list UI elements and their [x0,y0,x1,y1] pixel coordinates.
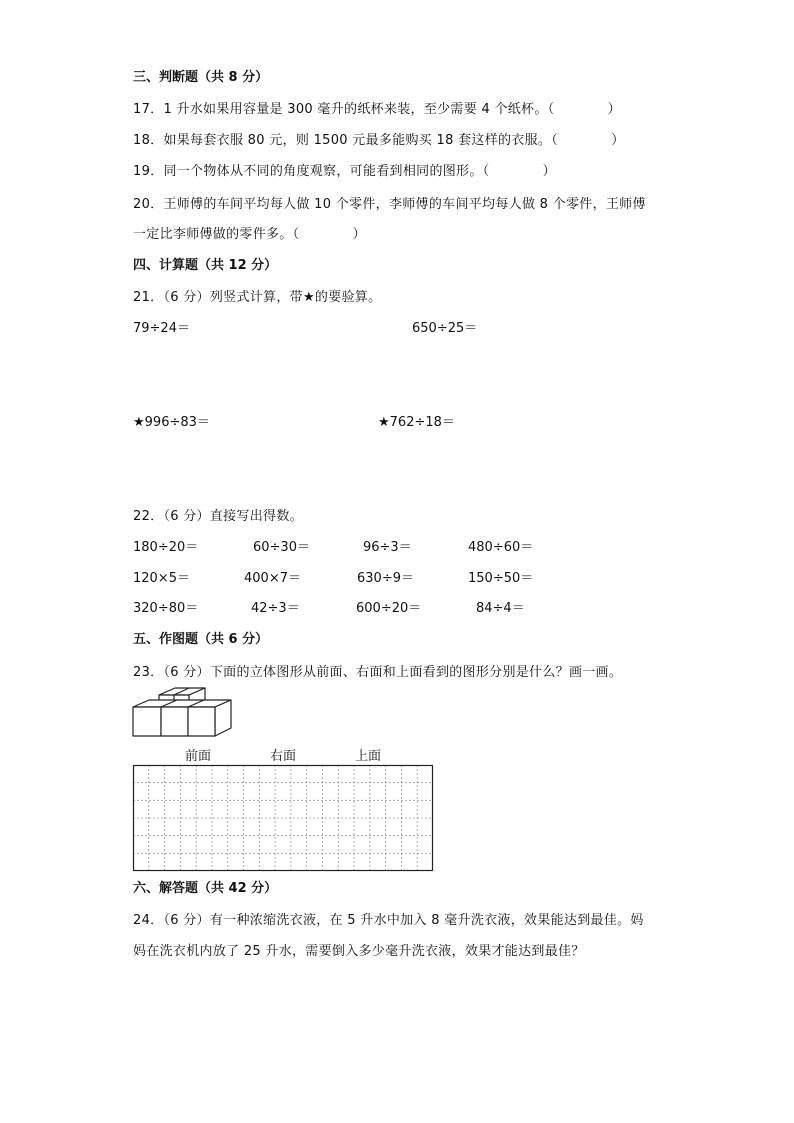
oral-calc-item: 60÷30＝ [253,540,310,555]
section-5-heading: 五、作图题（共 6 分） [133,632,269,647]
oral-calc-item: 480÷60＝ [468,540,534,555]
vertical-calc-item: ★996÷83＝ [133,415,210,430]
vertical-calc-item: ★762÷18＝ [378,415,455,430]
oral-calc-item: 150÷50＝ [468,571,534,586]
question-24-line1: 24．（6 分）有一种浓缩洗衣液，在 5 升水中加入 8 毫升洗衣液，效果能达到最佳。妈 [133,913,644,928]
oral-calc-item: 96÷3＝ [363,540,412,555]
section-6-heading: 六、解答题（共 42 分） [133,881,278,896]
view-label-right: 右面 [270,749,297,764]
question-24-line2: 妈在洗衣机内放了 25 升水，需要倒入多少毫升洗衣液，效果才能达到最佳？ [133,944,585,959]
question-20-line1: 20．王师傅的车间平均每人做 10 个零件，李师傅的车间平均每人做 8 个零件，王师傅 [133,197,646,212]
drawing-grid[interactable] [133,765,433,871]
oral-calc-item: 400×7＝ [244,571,301,586]
oral-calc-item: 630÷9＝ [357,571,414,586]
question-17: 17．1 升水如果用容量是 300 毫升的纸杯来装，至少需要 4 个纸杯。（ ） [133,102,621,117]
vertical-calc-item: 650÷25＝ [412,321,478,336]
oral-calc-item: 120×5＝ [133,571,190,586]
view-label-front: 前面 [185,749,212,764]
cube-figure [130,686,240,744]
oral-calc-item: 320÷80＝ [133,601,199,616]
oral-calc-item: 180÷20＝ [133,540,199,555]
oral-calc-item: 84÷4＝ [476,601,525,616]
oral-calc-item: 600÷20＝ [356,601,422,616]
question-22: 22．（6 分）直接写出得数。 [133,509,303,524]
question-20-line2: 一定比李师傅做的零件多。（ ） [133,227,366,242]
oral-calc-item: 42÷3＝ [251,601,300,616]
question-18: 18．如果每套衣服 80 元，则 1500 元最多能购买 18 套这样的衣服。（ ） [133,133,625,148]
section-4-heading: 四、计算题（共 12 分） [133,258,278,273]
vertical-calc-item: 79÷24＝ [133,321,190,336]
section-3-heading: 三、判断题（共 8 分） [133,70,269,85]
view-label-top: 上面 [355,749,382,764]
question-23: 23．（6 分）下面的立体图形从前面、右面和上面看到的图形分别是什么？画一画。 [133,665,623,680]
question-21: 21．（6 分）列竖式计算，带★的要验算。 [133,290,382,305]
question-19: 19．同一个物体从不同的角度观察，可能看到相同的图形。（ ） [133,164,556,179]
